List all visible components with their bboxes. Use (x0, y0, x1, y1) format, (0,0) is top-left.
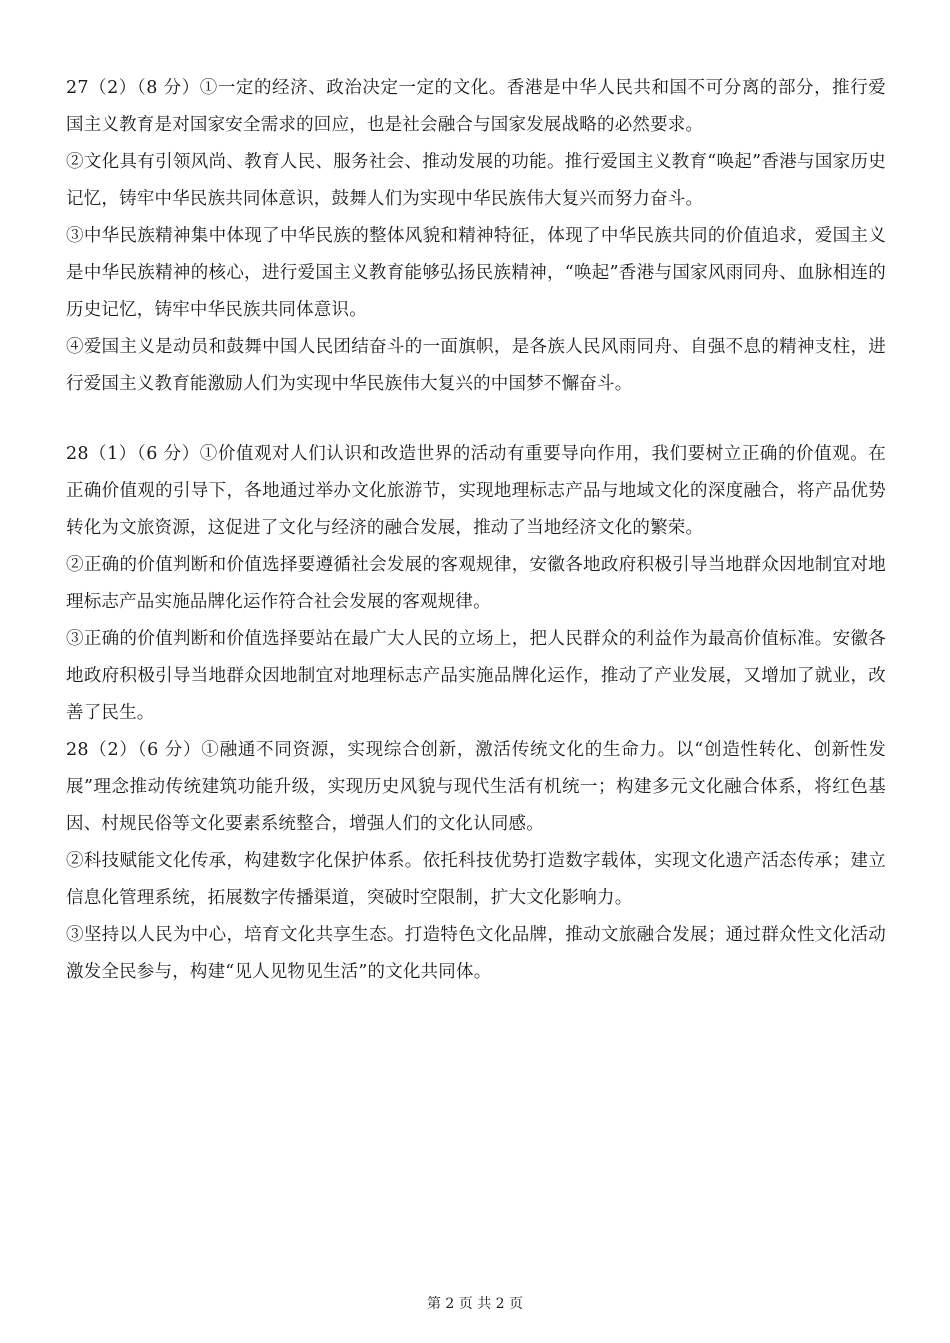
answer-28-1-point-2: ②正确的价值判断和价值选择要遵循社会发展的客观规律，安徽各地政府积极引导当地群众因地制宜对地理标志产品实施品牌化运作符合社会发展的客观规律。 (66, 555, 886, 612)
page-footer: 第 2 页 共 2 页 (426, 1296, 524, 1312)
answer-27-2-point-3: ③中华民族精神集中体现了中华民族的整体风貌和精神特征，体现了中华民族共同的价值追求，爱国主义是中华民族精神的核心，进行爱国主义教育能够弘扬民族精神，“唤起”香港与国家风雨同舟、血脉相连的历史记忆，铸牢中华民族共同体意识。 (66, 226, 886, 320)
answer-28-2-point-1: 28（2）（6 分）①融通不同资源，实现综合创新，激活传统文化的生命力。以“创造性转化、创新性发展”理念推动传统建筑功能升级，实现历史风貌与现代生活有机统一；构建多元文化融合体系，将红色基因、村规民俗等文化要素系统整合，增强人们的文化认同感。 (66, 740, 886, 834)
answer-28-2-point-3: ③坚持以人民为中心，培育文化共享生态。打造特色文化品牌，推动文旅融合发展；通过群众性文化活动激发全民参与，构建“见人见物见生活”的文化共同体。 (66, 925, 886, 982)
answer-28-1-point-1: 28（1）（6 分）①价值观对人们认识和改造世界的活动有重要导向作用，我们要树立正确的价值观。在正确价值观的引导下，各地通过举办文化旅游节，实现地理标志产品与地域文化的深度融合，将产品优势转化为文旅资源，这促进了文化与经济的融合发展，推动了当地经济文化的繁荣。 (66, 444, 886, 538)
answer-28-2-point-2: ②科技赋能文化传承，构建数字化保护体系。依托科技优势打造数字载体，实现文化遗产活态传承；建立信息化管理系统，拓展数字传播渠道，突破时空限制，扩大文化影响力。 (66, 851, 886, 908)
answer-28-2 (66, 732, 886, 991)
document-page (66, 70, 886, 991)
answer-27-2-point-1: 27（2）（8 分）①一定的经济、政治决定一定的文化。香港是中华人民共和国不可分离的部分，推行爱国主义教育是对国家安全需求的回应，也是社会融合与国家发展战略的必然要求。 (66, 78, 886, 135)
answer-27-2-point-4: ④爱国主义是动员和鼓舞中国人民团结奋斗的一面旗帜，是各族人民风雨同舟、自强不息的精神支柱，进行爱国主义教育能激励人们为实现中华民族伟大复兴的中国梦不懈奋斗。 (66, 337, 886, 394)
answer-27-2-point-2: ②文化具有引领风尚、教育人民、服务社会、推动发展的功能。推行爱国主义教育“唤起”香港与国家历史记忆，铸牢中华民族共同体意识，鼓舞人们为实现中华民族伟大复兴而努力奋斗。 (66, 152, 886, 209)
answer-28-1-point-3: ③正确的价值判断和价值选择要站在最广大人民的立场上，把人民群众的利益作为最高价值标准。安徽各地政府积极引导当地群众因地制宜对地理标志产品实施品牌化运作，推动了产业发展，又增加了就业，改善了民生。 (66, 629, 886, 723)
answer-27-2 (66, 70, 886, 403)
answer-28-1 (66, 436, 886, 732)
section-spacer (66, 403, 886, 436)
